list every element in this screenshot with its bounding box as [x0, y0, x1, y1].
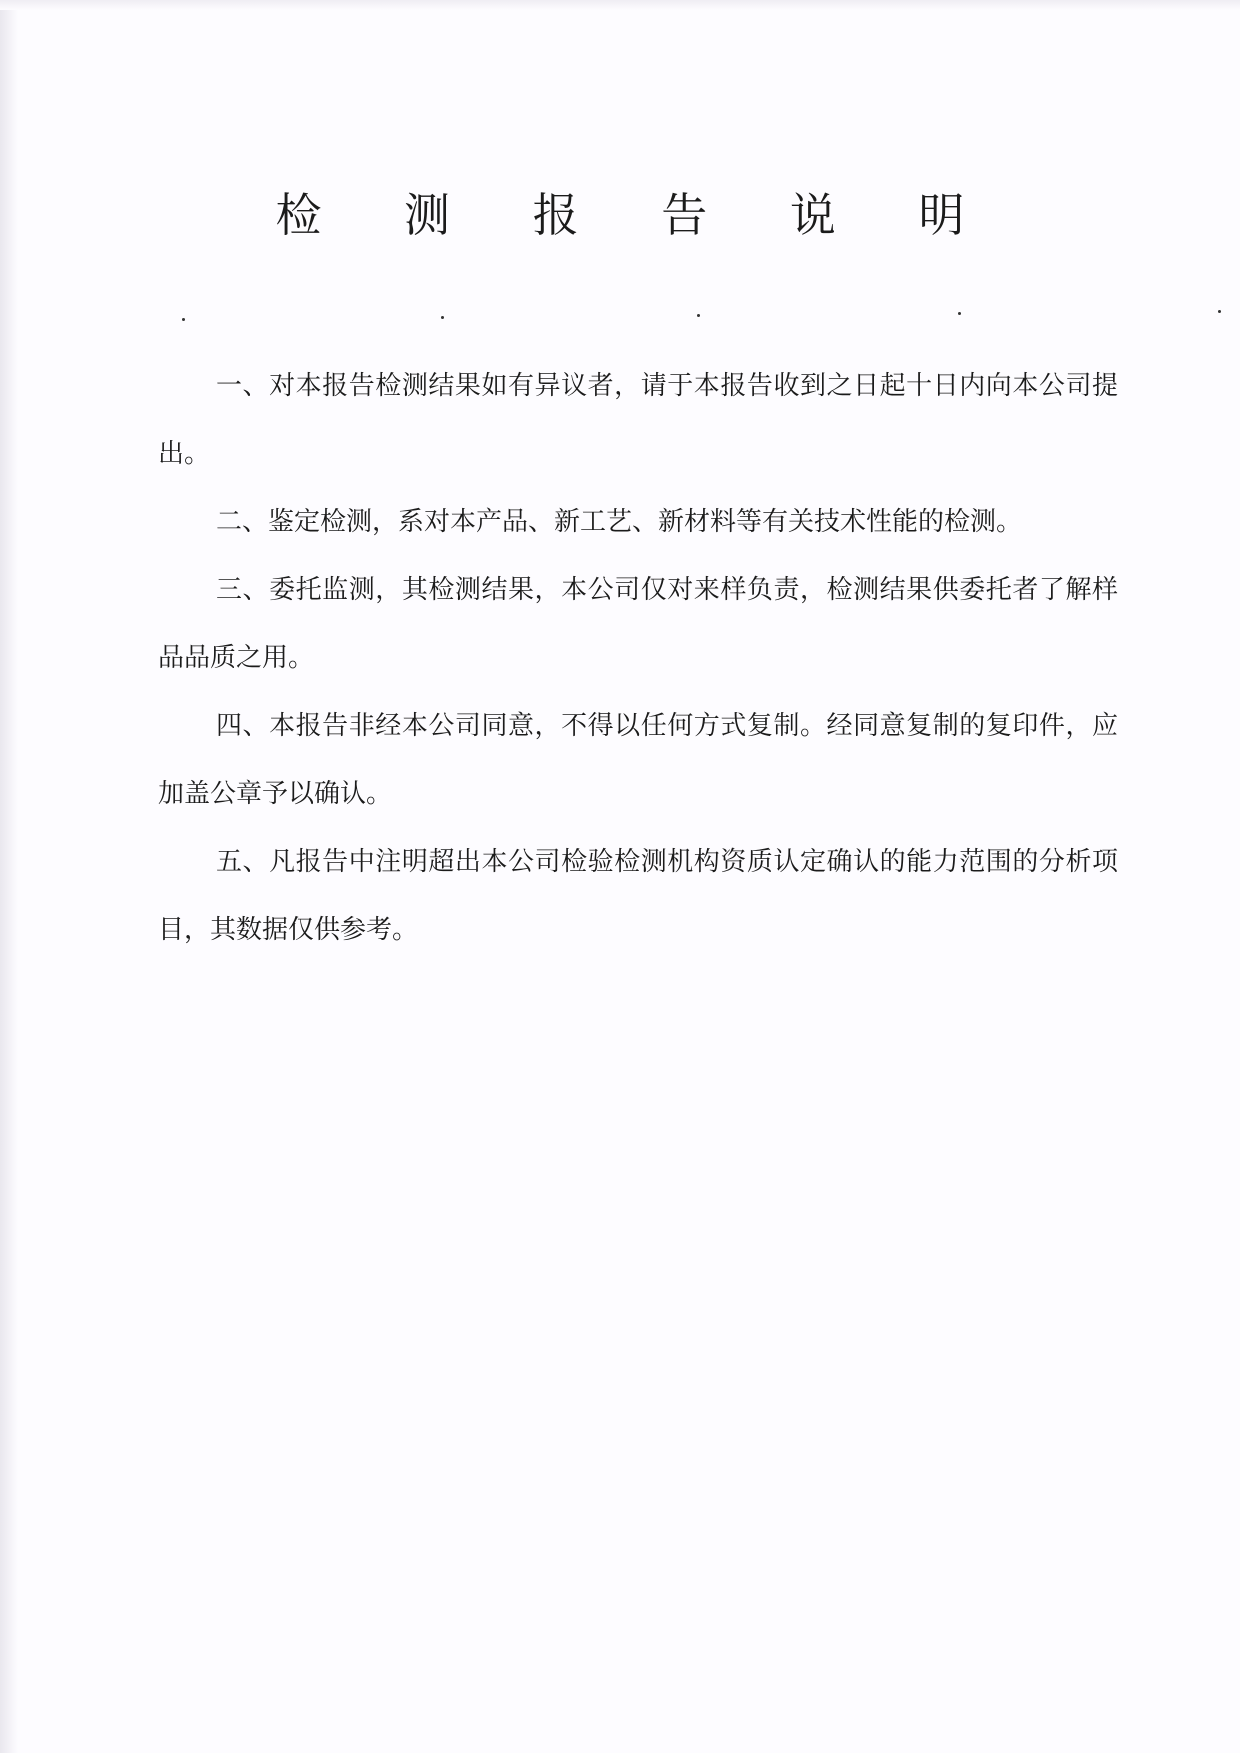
notice-item-4: 四、本报告非经本公司同意，不得以任何方式复制。经同意复制的复印件，应加盖公章予以确认。	[158, 711, 1118, 809]
scan-speck	[958, 312, 961, 315]
page-title: 检 测 报 告 说 明	[275, 188, 999, 242]
notice-body	[158, 352, 1118, 964]
scan-speck	[1218, 310, 1221, 313]
scan-speck	[441, 316, 444, 319]
scan-speck	[697, 314, 700, 317]
scan-speck	[182, 318, 185, 321]
notice-item-1: 一、对本报告检测结果如有异议者，请于本报告收到之日起十日内向本公司提出。	[158, 371, 1118, 469]
notice-item-3: 三、委托监测，其检测结果，本公司仅对来样负责，检测结果供委托者了解样品品质之用。	[158, 575, 1118, 673]
scan-shadow-left	[0, 0, 18, 1753]
scan-shadow-top	[0, 0, 1240, 10]
notice-item-5: 五、凡报告中注明超出本公司检验检测机构资质认定确认的能力范围的分析项目，其数据仅供参考。	[158, 847, 1118, 945]
notice-item-2: 二、鉴定检测，系对本产品、新工艺、新材料等有关技术性能的检测。	[216, 507, 1023, 537]
